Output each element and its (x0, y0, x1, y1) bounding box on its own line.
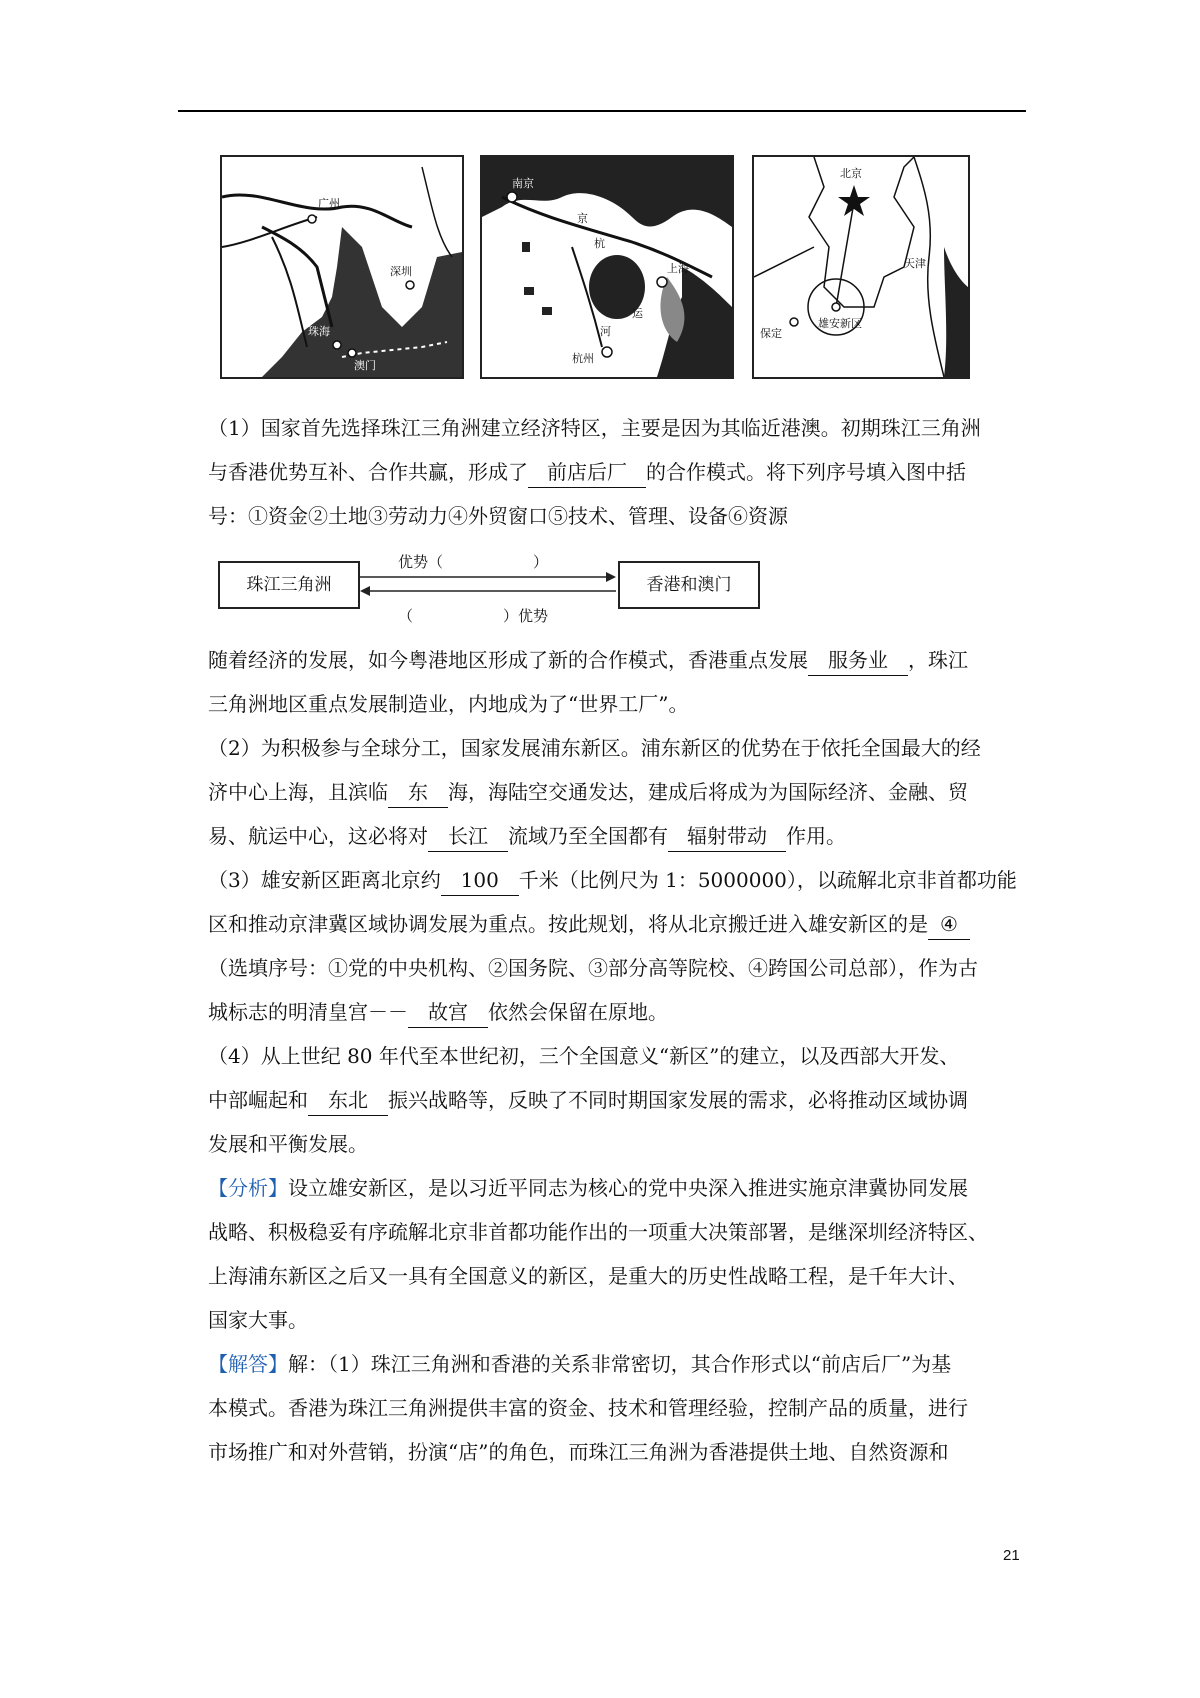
analysis-tag: 【分析】 (208, 1176, 288, 1200)
cooperation-diagram (218, 553, 758, 628)
xiongan-map-graphic (754, 157, 968, 377)
q3-line-4-pre: 城标志的明清皇宫－－ (208, 1000, 408, 1024)
he-label: 河 (600, 325, 611, 338)
q1-line-2-post: 的合作模式。将下列序号填入图中括 (646, 460, 966, 484)
zhuhai-label: 珠海 (308, 325, 330, 338)
hk-macau-box: 香港和澳门 (618, 561, 760, 609)
q1b-line-1-pre: 随着经济的发展，如今粤港地区形成了新的合作模式，香港重点发展 (208, 648, 808, 672)
q3-answer-2: ④ (928, 909, 970, 940)
beijing-label: 北京 (840, 167, 862, 180)
yangtze-river-delta-map-graphic (482, 157, 732, 377)
pearl-river-delta-map (220, 155, 464, 379)
hang-label: 杭 (594, 237, 605, 250)
q4-answer: 东北 (308, 1085, 388, 1116)
analysis-line-3: 上海浦东新区之后又一具有全国意义的新区，是重大的历史性战略工程，是千年大计、 (208, 1264, 968, 1288)
q1-line-1: （1）国家首先选择珠江三角洲建立经济特区，主要是因为其临近港澳。初期珠江三角洲 (208, 416, 981, 440)
q2-line-1: （2）为积极参与全球分工，国家发展浦东新区。浦东新区的优势在于依托全国最大的经 (208, 736, 981, 760)
q1-line-2-pre: 与香港优势互补、合作共赢，形成了 (208, 460, 528, 484)
shanghai-label: 上海 (667, 262, 689, 275)
answer-line-1 (208, 1342, 1020, 1386)
q3-line-1-post: 千米（比例尺为 1：5000000），以疏解北京非首都功能 (518, 868, 1017, 892)
q2-line-2-pre: 济中心上海，且滨临 (208, 780, 388, 804)
analysis-line-1 (208, 1166, 1020, 1210)
q3-line-4-post: 依然会保留在原地。 (488, 1000, 668, 1024)
q4-line-2-post: 振兴战略等，反映了不同时期国家发展的需求，必将推动区域协调 (388, 1088, 968, 1112)
q2-line-3 (208, 814, 1020, 858)
shenzhen-label: 深圳 (390, 265, 412, 278)
xiongan-map (752, 155, 970, 379)
q1b-line-1-post: ，珠江 (908, 648, 968, 672)
flow-bottom-label: （ ）优势 (398, 607, 549, 625)
page-number: 21 (1003, 1547, 1020, 1564)
analysis-line-2: 战略、积极稳妥有序疏解北京非首都功能作出的一项重大决策部署，是继深圳经济特区、 (208, 1220, 988, 1244)
pearl-river-delta-box: 珠江三角洲 (218, 561, 360, 609)
q2-answer-2: 长江 (428, 821, 508, 852)
q1-line-2 (208, 450, 1020, 494)
xiongan-label: 雄安新区 (818, 317, 862, 330)
q3-answer-1: 100 (441, 865, 519, 896)
q4-line-3: 发展和平衡发展。 (208, 1132, 368, 1156)
tianjin-label: 天津 (904, 257, 926, 270)
q2-line-2 (208, 770, 1020, 814)
q3-line-2-pre: 区和推动京津冀区域协调发展为重点。按此规划，将从北京搬迁进入雄安新区的是 (208, 912, 928, 936)
q1-answer-1: 前店后厂 (528, 457, 646, 488)
q1b-answer: 服务业 (808, 645, 908, 676)
baoding-label: 保定 (760, 327, 782, 340)
guangzhou-label: 广州 (318, 197, 340, 210)
nanjing-label: 南京 (512, 177, 534, 190)
q3-line-1-pre: （3）雄安新区距离北京约 (208, 868, 441, 892)
q4-line-2-pre: 中部崛起和 (208, 1088, 308, 1112)
q2-line-3-post: 作用。 (786, 824, 846, 848)
q2-line-2-post: 海，海陆空交通发达，建成后将成为为国际经济、金融、贸 (448, 780, 968, 804)
yangtze-river-delta-map (480, 155, 734, 379)
answer-tag: 【解答】 (208, 1352, 288, 1376)
header-rule (178, 110, 1026, 112)
jing-label: 京 (577, 212, 588, 225)
q1-line-3: 号：①资金②土地③劳动力④外贸窗口⑤技术、管理、设备⑥资源 (208, 504, 788, 528)
q3-line-2 (208, 902, 1020, 946)
q1b-line-1 (208, 638, 1020, 682)
q1b-line-2: 三角洲地区重点发展制造业，内地成为了“世界工厂”。 (208, 692, 689, 716)
q3-answer-3: 故宫 (408, 997, 488, 1028)
answer-line-3: 市场推广和对外营销，扮演“店”的角色，而珠江三角洲为香港提供土地、自然资源和 (208, 1440, 949, 1464)
flow-top-label: 优势（ ） (398, 553, 549, 571)
q3-line-1 (208, 858, 1020, 902)
answer-line-2: 本模式。香港为珠江三角洲提供丰富的资金、技术和管理经验，控制产品的质量，进行 (208, 1396, 968, 1420)
hangzhou-label: 杭州 (572, 352, 594, 365)
q2-line-3-mid: 流域乃至全国都有 (508, 824, 668, 848)
q2-answer-3: 辐射带动 (668, 821, 786, 852)
q4-line-1: （4）从上世纪 80 年代至本世纪初，三个全国意义“新区”的建立，以及西部大开发、 (208, 1044, 960, 1068)
analysis-line-1-text: 设立雄安新区，是以习近平同志为核心的党中央深入推进实施京津冀协同发展 (288, 1176, 968, 1200)
q2-answer-1: 东 (388, 777, 448, 808)
q4-line-2 (208, 1078, 1020, 1122)
pearl-river-delta-map-graphic (222, 157, 462, 377)
q2-line-3-pre: 易、航运中心，这必将对 (208, 824, 428, 848)
q3-line-3: （选填序号：①党的中央机构、②国务院、③部分高等院校、④跨国公司总部），作为古 (208, 956, 978, 980)
question-1 (208, 406, 1020, 538)
analysis-line-4: 国家大事。 (208, 1308, 308, 1332)
body-text (208, 638, 1020, 1474)
q3-line-4 (208, 990, 1020, 1034)
yun-label: 运 (632, 307, 643, 320)
answer-line-1-text: 解：（1）珠江三角洲和香港的关系非常密切，其合作形式以“前店后厂”为基 (288, 1352, 952, 1376)
macau-label: 澳门 (354, 359, 376, 372)
